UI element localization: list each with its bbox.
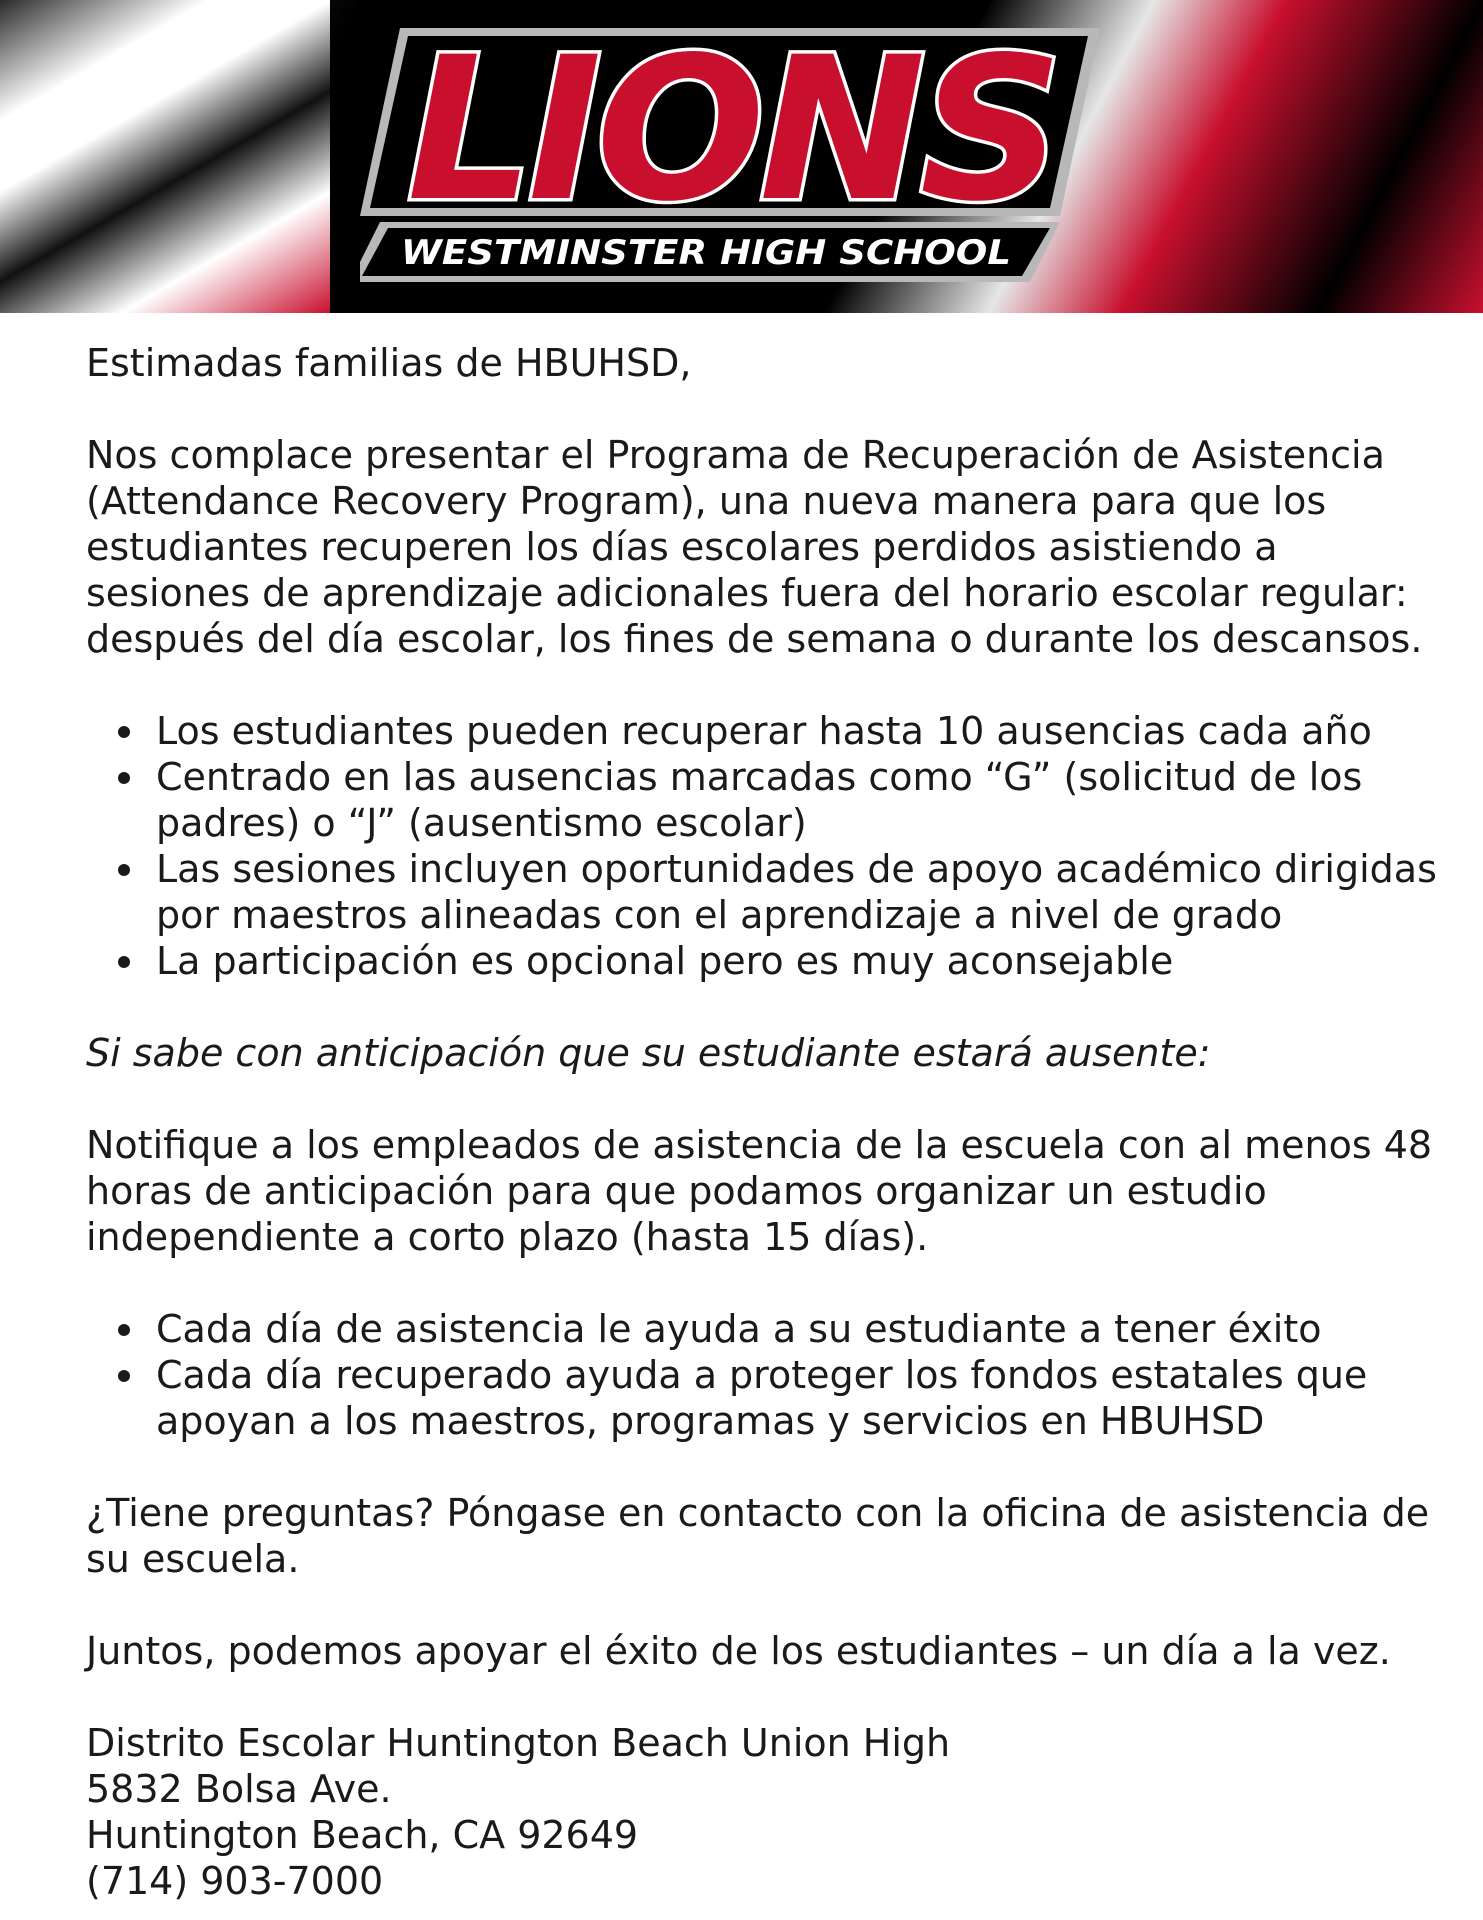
list-item: La participación es opcional pero es muy aconsejable	[156, 938, 1446, 984]
intro-paragraph: Nos complace presentar el Programa de Recuperación de Asistencia (Attendance Recovery Program), una nueva manera para que los estudiantes recuperen los días escolares perdidos asistiendo a sesiones de aprendizaje adicionales fuera del horario escolar regular: después del día escolar, los fines de semana o durante los descansos.	[86, 433, 1423, 661]
list-item: Cada día de asistencia le ayuda a su estudiante a tener éxito	[156, 1306, 1446, 1352]
logo-title-text: LIONS	[407, 26, 1057, 245]
header-banner	[0, 0, 1483, 313]
letter-body	[86, 340, 1446, 1904]
address-line-district: Distrito Escolar Huntington Beach Union High	[86, 1721, 951, 1765]
list-item: Los estudiantes pueden recuperar hasta 10 ausencias cada año	[156, 708, 1446, 754]
advance-heading: Si sabe con anticipación que su estudiante estará ausente:	[86, 1031, 1211, 1075]
closing-line: Juntos, podemos apoyar el éxito de los estudiantes – un día a la vez.	[86, 1629, 1391, 1673]
list-item: Cada día recuperado ayuda a proteger los fondos estatales que apoyan a los maestros, programas y servicios en HBUHSD	[156, 1352, 1446, 1444]
questions-paragraph: ¿Tiene preguntas? Póngase en contacto con la oficina de asistencia de su escuela.	[86, 1491, 1430, 1581]
logo-subtitle-text: WESTMINSTER HIGH SCHOOL	[401, 233, 1011, 273]
banner-shine	[0, 0, 330, 313]
program-bullets	[86, 708, 1446, 984]
greeting: Estimadas familias de HBUHSD,	[86, 341, 692, 385]
lions-logo	[360, 26, 1120, 286]
address-line-phone: (714) 903-7000	[86, 1859, 384, 1903]
list-item: Centrado en las ausencias marcadas como “G” (solicitud de los padres) o “J” (ausentismo escolar)	[156, 754, 1446, 846]
address-line-city: Huntington Beach, CA 92649	[86, 1813, 639, 1857]
benefit-bullets	[86, 1306, 1446, 1444]
list-item: Las sesiones incluyen oportunidades de apoyo académico dirigidas por maestros alineadas con el aprendizaje a nivel de grado	[156, 846, 1446, 938]
notify-paragraph: Notifique a los empleados de asistencia de la escuela con al menos 48 horas de anticipación para que podamos organizar un estudio independiente a corto plazo (hasta 15 días).	[86, 1123, 1433, 1259]
address-line-street: 5832 Bolsa Ave.	[86, 1767, 392, 1811]
